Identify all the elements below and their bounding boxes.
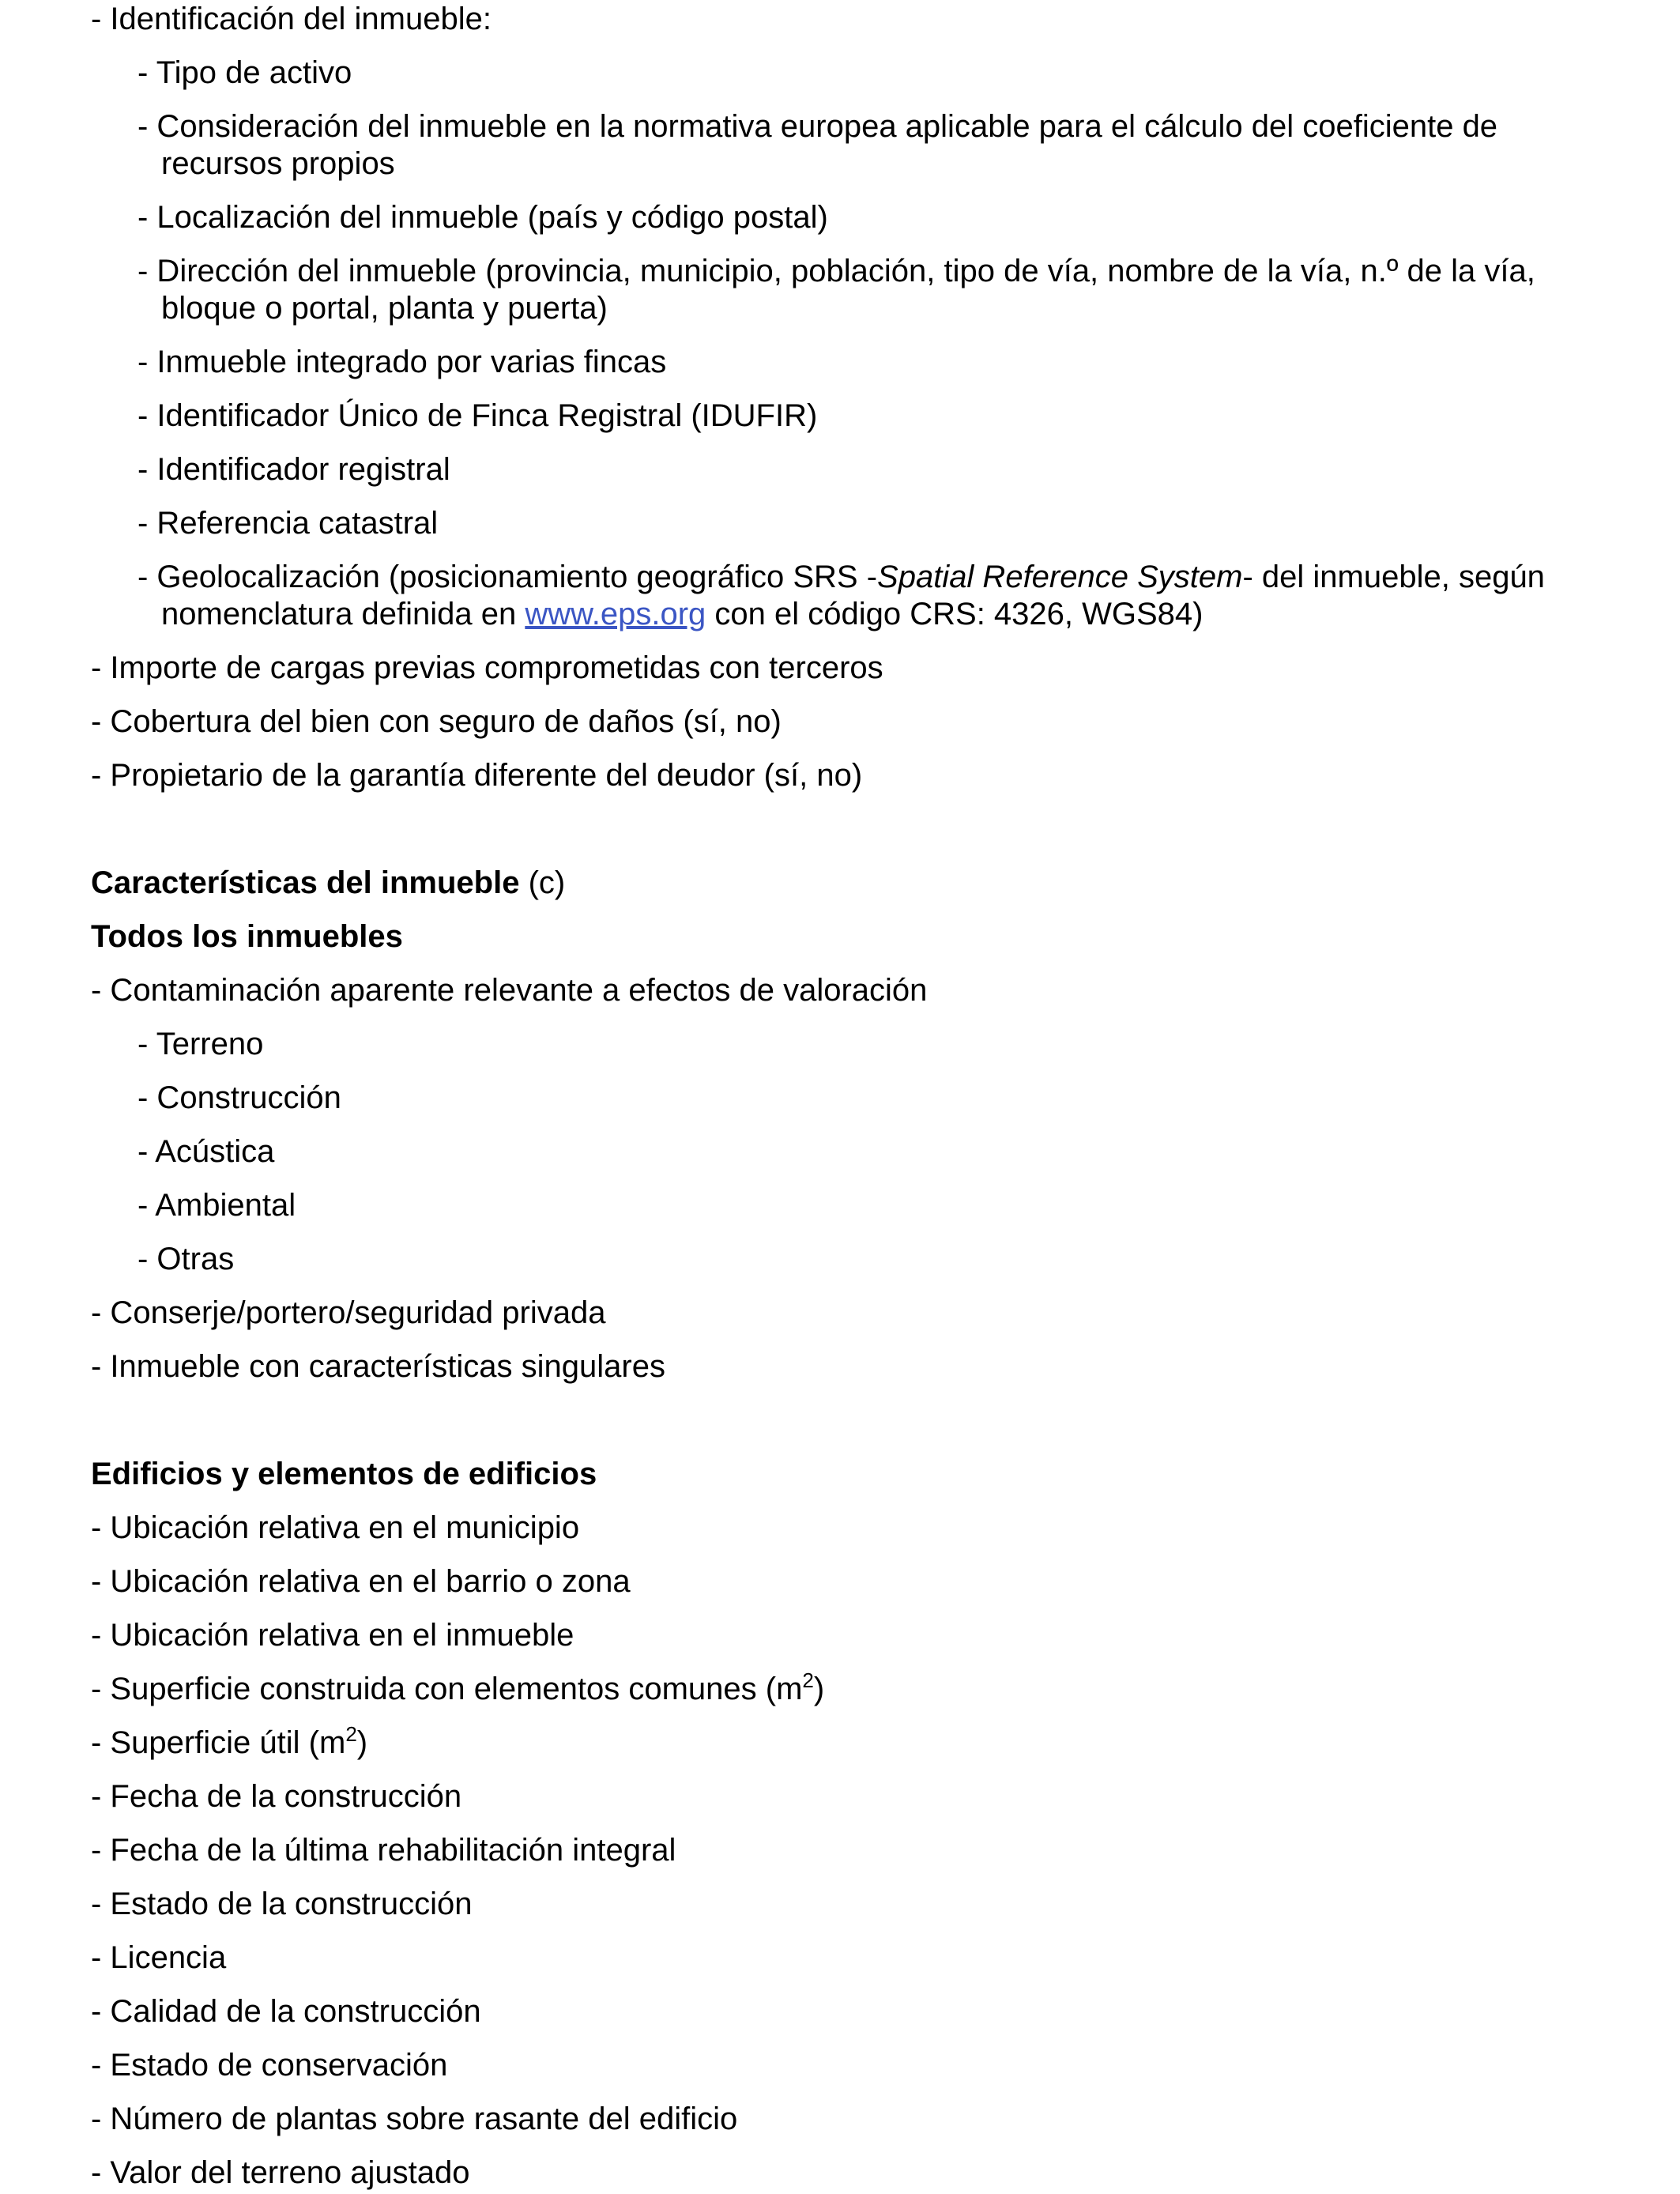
sublist-item-id-registral: - Identificador registral: [137, 452, 450, 487]
sublist-item-idufir: - Identificador Único de Finca Registral (IDUFIR): [137, 398, 818, 433]
heading-edificios: Edificios y elementos de edificios: [91, 1457, 597, 1491]
superficie-util-text: - Superficie útil (m: [91, 1725, 346, 1760]
sublist-item-consideracion-cont: recursos propios: [161, 146, 395, 181]
sublist-item-geolocalizacion-cont: [161, 596, 1203, 633]
sublist-item-consideracion: - Consideración del inmueble en la normativa europea aplicable para el cálculo del coeficiente de: [137, 109, 1498, 144]
sublist-item-terreno: - Terreno: [137, 1027, 264, 1061]
sublist-item-varias-fincas: - Inmueble integrado por varias fincas: [137, 345, 667, 379]
list-item-singulares: - Inmueble con características singulares: [91, 1349, 665, 1384]
sublist-item-direccion-cont: bloque o portal, planta y puerta): [161, 291, 608, 326]
sublist-item-geolocalizacion: [137, 559, 1545, 596]
heading-caracteristicas-suffix: (c): [519, 865, 566, 900]
spatial-reference-system-italic: Spatial Reference System: [877, 560, 1243, 594]
close-paren: ): [813, 1672, 825, 1706]
sublist-item-otras: - Otras: [137, 1242, 235, 1276]
list-item-cargas: - Importe de cargas previas comprometidas con terceros: [91, 650, 883, 685]
list-item-ubicacion-municipio: - Ubicación relativa en el municipio: [91, 1510, 580, 1545]
list-item-fecha-construccion: - Fecha de la construcción: [91, 1779, 462, 1814]
list-item-calidad: - Calidad de la construcción: [91, 1994, 481, 2029]
list-item-valor-terreno: - Valor del terreno ajustado: [91, 2155, 470, 2190]
sublist-item-tipo-activo: - Tipo de activo: [137, 55, 352, 90]
list-item-conserje: - Conserje/portero/seguridad privada: [91, 1295, 606, 1330]
list-item-plantas: - Número de plantas sobre rasante del edificio: [91, 2102, 738, 2136]
nomenclatura-text: nomenclatura definida en: [161, 597, 525, 631]
sublist-item-localizacion: - Localización del inmueble (país y código postal): [137, 200, 828, 235]
list-item-propietario: - Propietario de la garantía diferente del deudor (sí, no): [91, 758, 863, 793]
heading-caracteristicas-bold: Características del inmueble: [91, 865, 520, 900]
list-item-identificacion: - Identificación del inmueble:: [91, 2, 492, 36]
superscript-2: 2: [345, 1722, 357, 1746]
subheading-todos-inmuebles: Todos los inmuebles: [91, 919, 403, 954]
list-item-ubicacion-inmueble: - Ubicación relativa en el inmueble: [91, 1618, 574, 1653]
list-item-estado-construccion: - Estado de la construcción: [91, 1887, 473, 1921]
list-item-seguro: - Cobertura del bien con seguro de daños (sí, no): [91, 704, 782, 739]
list-item-contaminacion: - Contaminación aparente relevante a efectos de valoración: [91, 973, 928, 1008]
sublist-item-construccion: - Construcción: [137, 1080, 341, 1115]
list-item-ubicacion-barrio: - Ubicación relativa en el barrio o zona: [91, 1564, 631, 1599]
heading-caracteristicas: [91, 865, 565, 902]
geolocalizacion-text: - Geolocalización (posicionamiento geográfico SRS -: [137, 560, 878, 594]
sublist-item-acustica: - Acústica: [137, 1134, 275, 1169]
superficie-construida-text: - Superficie construida con elementos comunes (m: [91, 1672, 803, 1706]
list-item-fecha-rehabilitacion: - Fecha de la última rehabilitación integral: [91, 1833, 676, 1868]
superscript-2: 2: [802, 1668, 814, 1692]
close-paren: ): [356, 1725, 368, 1760]
list-item-superficie-construida: [91, 1668, 825, 1708]
sublist-item-ref-catastral: - Referencia catastral: [137, 506, 439, 541]
sublist-item-direccion: - Dirección del inmueble (provincia, municipio, población, tipo de vía, nombre de la vía, n.º de la vía,: [137, 254, 1535, 288]
crs-text: con el código CRS: 4326, WGS84): [706, 597, 1203, 631]
geolocalizacion-text-end: - del inmueble, según: [1242, 560, 1545, 594]
list-item-superficie-util: [91, 1722, 368, 1762]
sublist-item-ambiental: - Ambiental: [137, 1188, 296, 1223]
eps-link[interactable]: www.eps.org: [525, 597, 706, 631]
list-item-conservacion: - Estado de conservación: [91, 2048, 448, 2083]
list-item-licencia: - Licencia: [91, 1940, 227, 1975]
